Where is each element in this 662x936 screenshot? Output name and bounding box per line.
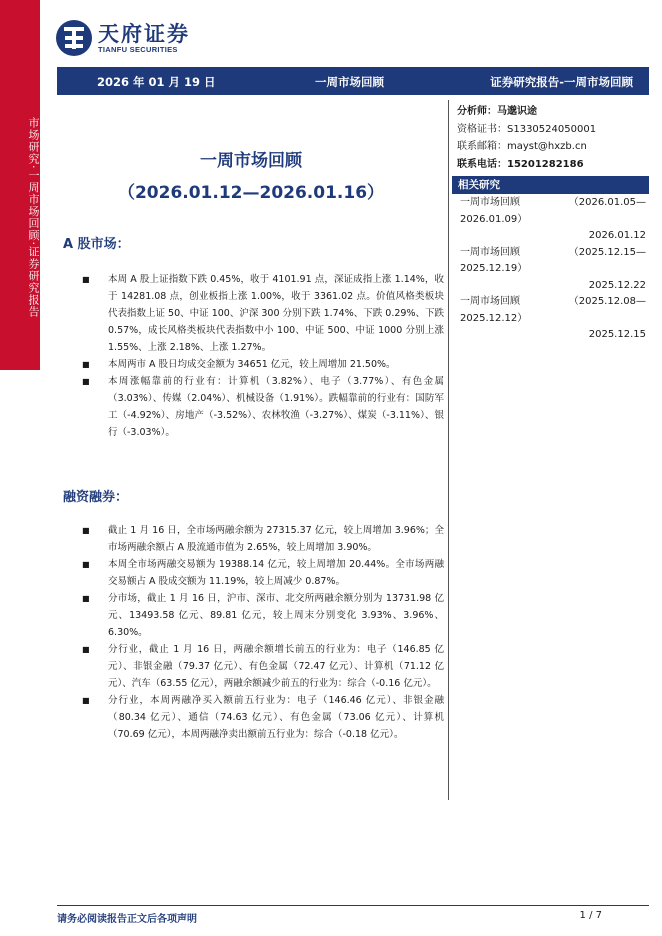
- header-band: [57, 67, 649, 95]
- analyst-cert: S1330524050001: [507, 123, 597, 135]
- list-item: ■ 本周全市场两融交易额为 19388.14 亿元，较上周增加 20.44%。全市场两融交易额占 A 股成交额为 11.19%，较上周减少 0.87%。: [92, 556, 444, 590]
- a-share-bullet-list: [92, 271, 444, 441]
- list-item: ■ 分市场，截止 1 月 16 日，沪市、深市、北交所两融余额分别为 13731.98 亿元、13493.58 亿元、89.81 亿元，较上周末分别变化 3.93%、3.96%、6.30%。: [92, 590, 444, 641]
- footer-divider: [57, 905, 649, 906]
- related-item[interactable]: [460, 195, 646, 245]
- list-item: ■ 分行业，本周两融净买入额前五行业为：电子（146.46 亿元）、非银金融（80.34 亿元）、通信（74.63 亿元）、有色金属（73.06 亿元）、计算机（70.69 亿元），本周两融净卖出额前五行业为：综合（-0.18 亿元）。: [92, 692, 444, 743]
- logo-name-cn: 天府证券: [98, 21, 190, 46]
- related-item[interactable]: [460, 294, 646, 344]
- section-heading-a-share: A 股市场：: [63, 237, 130, 252]
- margin-bullet-list: [92, 522, 444, 743]
- analyst-info: [457, 103, 647, 173]
- page-number: 1 / 7: [579, 910, 602, 921]
- section-heading-margin: 融资融券：: [63, 490, 129, 505]
- analyst-name-label: 分析师：: [457, 106, 497, 117]
- analyst-cert-label: 资格证书：: [457, 123, 507, 135]
- related-item-date: 2025.12.15: [588, 329, 646, 340]
- related-item-date: 2025.12.22: [588, 279, 646, 291]
- related-item-range-start: （2026.01.05—: [568, 197, 646, 208]
- related-item-range-end: 2025.12.12）: [460, 312, 528, 324]
- footer-disclaimer: 请务必阅读报告正文后各项声明: [57, 914, 197, 925]
- logo-mark-icon: [56, 20, 92, 56]
- analyst-phone-label: 联系电话：: [457, 158, 507, 170]
- report-series: 一周市场回顾: [315, 75, 384, 89]
- side-bar: [0, 0, 40, 936]
- related-item-title: 一周市场回顾: [460, 246, 520, 258]
- analyst-phone: 15201282186: [507, 158, 584, 170]
- column-divider: [448, 100, 449, 800]
- related-item[interactable]: [460, 245, 646, 295]
- analyst-email-label: 联系邮箱：: [457, 141, 507, 152]
- related-item-range-end: 2025.12.19）: [460, 263, 528, 274]
- related-item-range-end: 2026.01.09）: [460, 213, 528, 225]
- list-item: ■ 本周两市 A 股日均成交金额为 34651 亿元，较上周增加 21.50%。: [92, 356, 444, 373]
- report-type: 证券研究报告-一周市场回顾: [490, 75, 633, 89]
- related-research-heading: 相关研究: [452, 176, 649, 194]
- report-date: 2026 年 01 月 19 日: [97, 75, 216, 89]
- page-title: 一周市场回顾: [200, 151, 302, 171]
- company-logo: [56, 18, 190, 58]
- related-item-title: 一周市场回顾: [460, 296, 520, 307]
- related-item-range-start: （2025.12.08—: [568, 296, 646, 307]
- page-title-period: （2026.01.12—2026.01.16）: [117, 183, 385, 203]
- analyst-name: 马邈识途: [497, 106, 537, 117]
- list-item: ■ 本周涨幅靠前的行业有：计算机（3.82%）、电子（3.77%）、有色金属（3.03%）、传媒（2.04%）、机械设备（1.91%）。跌幅靠前的行业有：国防军工（-4.92%）、房地产（-3.52%）、农林牧渔（-3.27%）、煤炭（-3.11%）、银行（-3.03%）。: [92, 373, 444, 441]
- analyst-email[interactable]: mayst@hxzb.cn: [507, 141, 587, 152]
- list-item: ■ 本周 A 股上证指数下跌 0.45%，收于 4101.91 点，深证成指上涨 1.14%，收于 14281.08 点，创业板指上涨 1.00%，收于 3361.02 点。价值风格类板块代表指数上证 50、中证 100、沪深 300 分别下跌 1.74%、下跌 0.29%、下跌 0.57%，成长风格类板块代表指数中小 100、中证 500、中证 1000 分别上涨 1.55%、上涨 2.18%、上涨 1.27%。: [92, 271, 444, 356]
- list-item: ■ 截止 1 月 16 日，全市场两融余额为 27315.37 亿元，较上周增加 3.96%；全市场两融余额占 A 股流通市值为 2.65%，较上周增加 3.90%。: [92, 522, 444, 556]
- related-item-range-start: （2025.12.15—: [568, 246, 646, 258]
- related-item-date: 2026.01.12: [588, 230, 646, 241]
- list-item: ■ 分行业，截止 1 月 16 日，两融余额增长前五的行业为：电子（146.85 亿元）、非银金融（79.37 亿元）、有色金属（72.47 亿元）、计算机（71.12 亿元）、汽车（63.55 亿元），两融余额减少前五的行业为：综合（-0.16 亿元）。: [92, 641, 444, 692]
- related-item-title: 一周市场回顾: [460, 197, 520, 208]
- side-bar-text: 市场研究·一周市场回顾·证券研究报告: [27, 116, 40, 318]
- logo-name-en: TIANFU SECURITIES: [98, 44, 178, 54]
- related-research-list: [460, 195, 646, 344]
